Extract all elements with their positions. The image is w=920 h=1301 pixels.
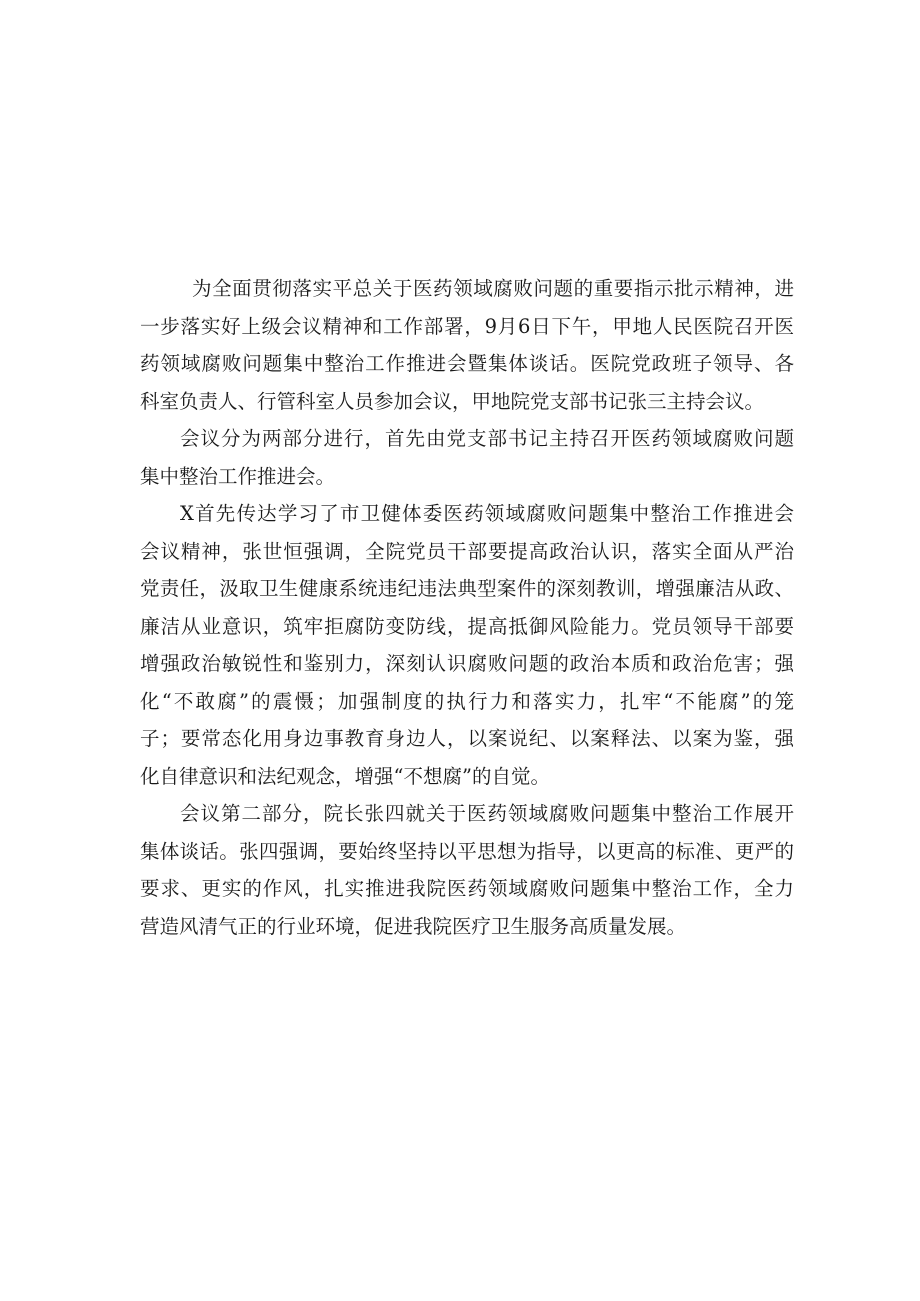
paragraph-line: 党责任，汲取卫生健康系统违纪违法典型案件的深刻教训，增强廉洁从政、 [140,577,794,600]
paragraph-line: 集体谈话。张四强调，要始终坚持以平思想为指导，以更高的标准、更严的 [140,839,794,863]
paragraph-line: 会议第二部分，院长张四就关于医药领域腐败问题集中整治工作展开 [180,802,794,825]
paragraph-line: 增强政治敏锐性和鉴别力，深刻认识腐败问题的政治本质和政治危害；强 [140,652,794,675]
paragraph-line: 药领域腐败问题集中整治工作推进会暨集体谈话。医院党政班子领导、各 [140,352,794,375]
paragraph-line: 营造风清气正的行业环境，促进我院医疗卫生服务高质量发展。 [140,914,687,938]
paragraph-line: 子；要常态化用身边事教育身边人，以案说纪、以案释法、以案为鉴，强 [140,727,794,750]
paragraph-4 [140,795,794,945]
paragraph-line: 会议精神，张世恒强调，全院党员干部要提高政治认识，落实全面从严治 [140,539,794,563]
paragraph-2 [140,420,794,495]
paragraph-line: 要求、更实的作风，扎实推进我院医药领域腐败问题集中整治工作，全力 [140,877,794,900]
paragraph-line: 化“不敢腐”的震慑；加强制度的执行力和落实力，扎牢“不能腐”的笼 [140,689,794,713]
paragraph-line: 科室负责人、行管科室人员参加会议，甲地院党支部书记张三主持会议。 [140,389,765,413]
paragraph-line: 一步落实好上级会议精神和工作部署，9月6日下午，甲地人民医院召开医 [140,314,794,338]
paragraph-line: 集中整治工作推进会。 [140,464,336,488]
paragraph-3 [140,495,794,795]
paragraph-line: 廉洁从业意识，筑牢拒腐防变防线，提高抵御风险能力。党员领导干部要 [140,614,794,638]
paragraph-line: 化自律意识和法纪观念，增强“不想腐”的自觉。 [140,764,550,788]
paragraph-line: 为全面贯彻落实平总关于医药领域腐败问题的重要指示批示精神，进 [192,277,794,300]
paragraph-line: 会议分为两部分进行，首先由党支部书记主持召开医药领域腐败问题 [180,427,794,450]
paragraph-line: X首先传达学习了市卫健体委医药领域腐败问题集中整治工作推进会 [180,502,794,525]
document-body [140,270,794,945]
paragraph-1 [140,270,794,420]
